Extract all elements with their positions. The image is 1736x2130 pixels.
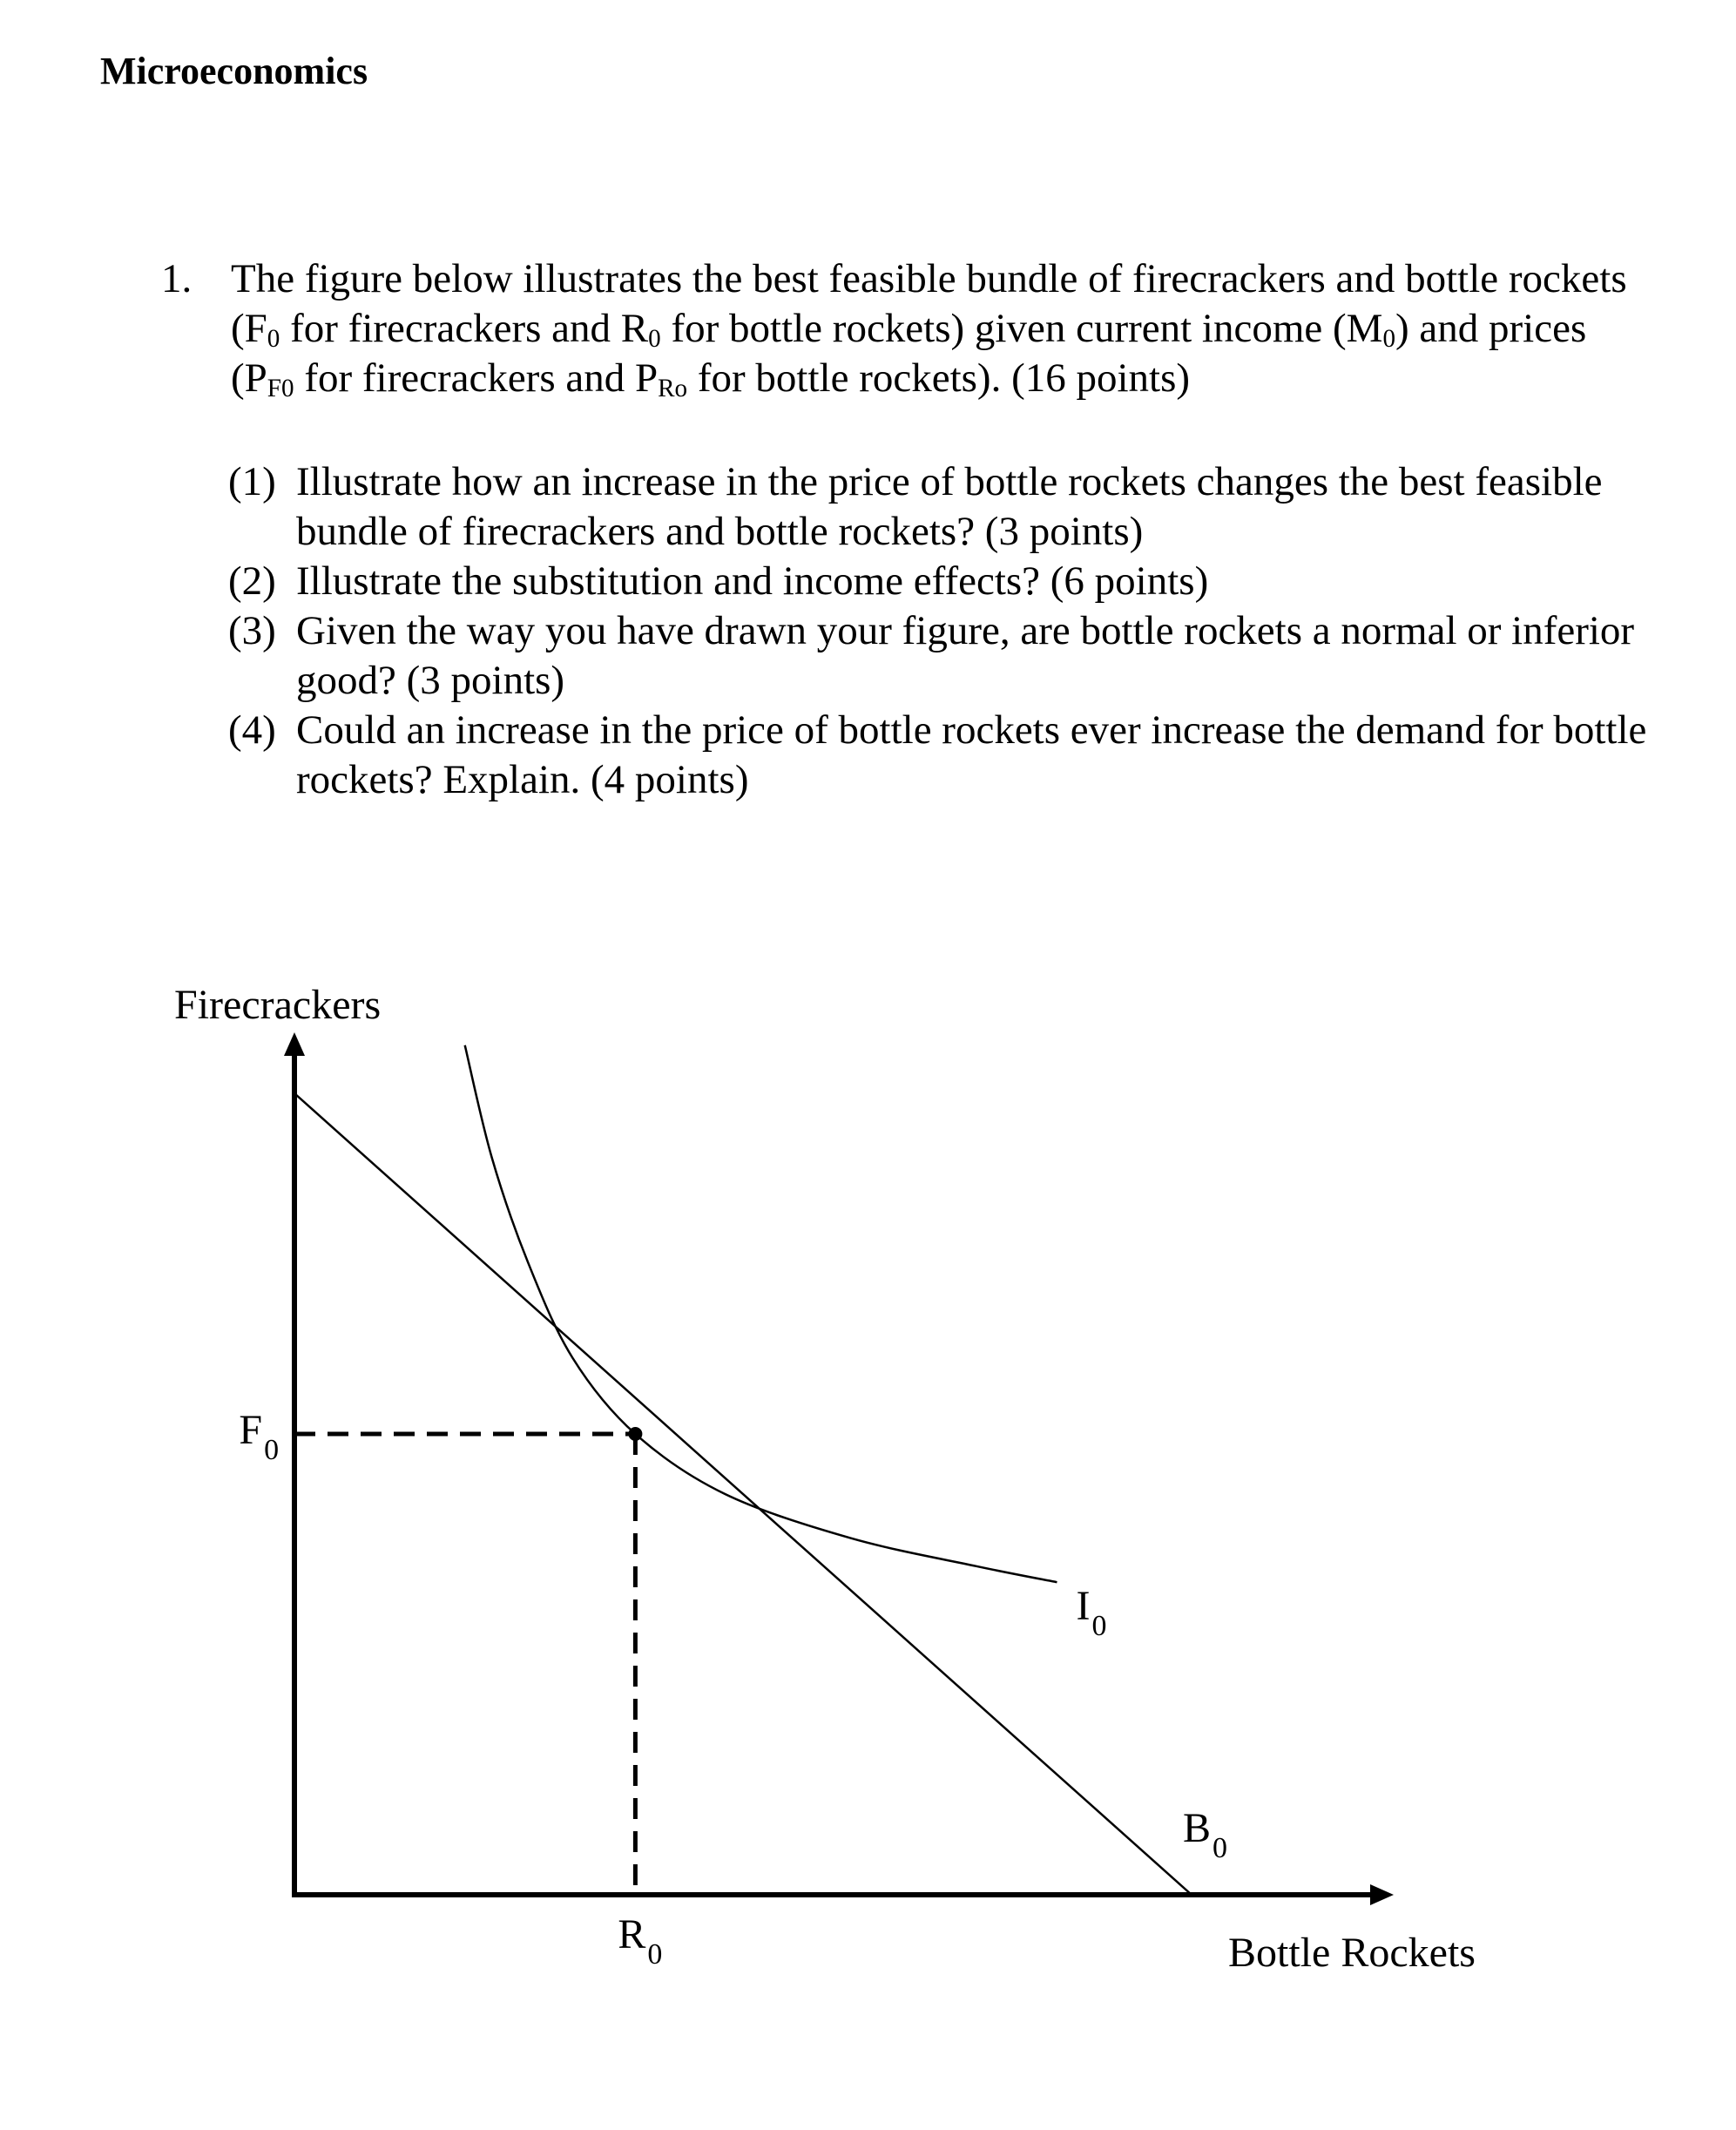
y-axis-label: Firecrackers <box>174 982 382 1028</box>
intro-subscript: Ro <box>658 374 688 402</box>
part-number: (4) <box>228 707 276 753</box>
indifference-curve <box>465 1045 1057 1582</box>
optimum-point <box>628 1427 642 1441</box>
x-axis-label: Bottle Rockets <box>1228 1930 1476 1976</box>
intro-text-segment: ) and prices (P <box>231 306 1587 401</box>
intro-text-segment: for firecrackers and P <box>294 355 659 401</box>
part-number: (3) <box>228 608 276 653</box>
r0-letter: R <box>618 1911 646 1958</box>
i0-subscript: 0 <box>1091 1610 1107 1643</box>
intro-subscript: 0 <box>1382 324 1396 353</box>
b0-label <box>1183 1805 1228 1864</box>
intro-subscript: 0 <box>648 324 661 353</box>
intro-text-segment: for bottle rockets) given current income (M <box>660 306 1383 351</box>
b0-subscript: 0 <box>1212 1832 1228 1864</box>
budget-line <box>294 1093 1192 1895</box>
f0-subscript: 0 <box>264 1434 280 1466</box>
part-text: Illustrate the substitution and income effects? (6 points) <box>296 558 1209 604</box>
i0-label <box>1076 1583 1107 1643</box>
r0-label <box>618 1911 663 1971</box>
intro-text-segment: for firecrackers and R <box>280 306 649 351</box>
r0-subscript: 0 <box>647 1938 663 1971</box>
part-number: (2) <box>228 558 276 604</box>
intro-subscript: 0 <box>267 324 280 353</box>
intro-text-segment: for bottle rockets). (16 points) <box>687 355 1191 401</box>
part-text: Illustrate how an increase in the price of bottle rockets changes the best feasible bundle of firecrackers and bottle rockets? (3 points) <box>296 459 1603 554</box>
part-number: (1) <box>228 459 276 504</box>
b0-letter: B <box>1183 1805 1212 1851</box>
part-text: Given the way you have drawn your figure, are bottle rockets a normal or inferior good? (3 points) <box>296 608 1635 703</box>
f0-label <box>239 1407 280 1466</box>
i0-letter: I <box>1076 1583 1091 1630</box>
f0-letter: F <box>239 1407 263 1453</box>
intro-subscript: F0 <box>267 374 294 402</box>
x-axis-arrow <box>1370 1884 1394 1905</box>
part-text: Could an increase in the price of bottle rockets ever increase the demand for bottle rockets? Explain. (4 points) <box>296 707 1647 802</box>
question-number: 1. <box>161 256 193 301</box>
intro-text-segment: The figure below illustrates the best feasible bundle of firecrackers and bottle rockets (F <box>231 256 1627 351</box>
y-axis-arrow <box>284 1032 305 1056</box>
course-title: Microeconomics <box>100 50 368 92</box>
